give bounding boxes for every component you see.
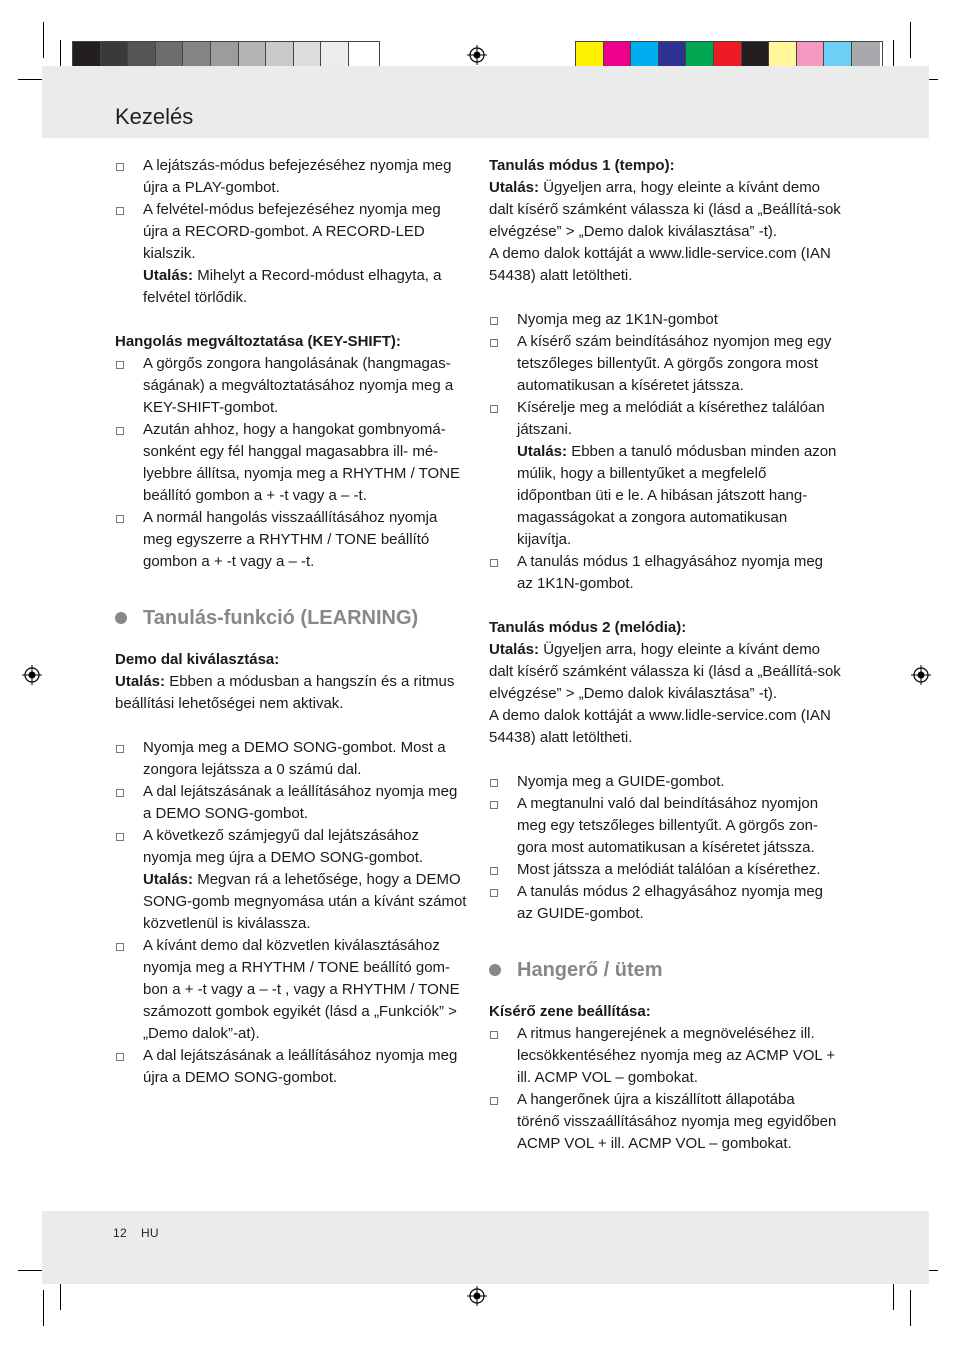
note-label: Utalás: [489, 641, 540, 658]
grayscale-swatch [294, 42, 322, 68]
list-item: A ritmus hangerejének a megnöveléséhez ill. lecsökkentéséhez nyomja meg az ACMP VOL + ill. ACMP VOL – gombokat. [489, 1023, 841, 1089]
footer-band [42, 1211, 929, 1284]
crop-mark [910, 1290, 911, 1326]
section-heading-volume: Hangerő / ütem [489, 955, 841, 985]
download-info: A demo dalok kottáját a www.lidle-service.com (IAN 54438) alatt letöltheti. [489, 707, 831, 746]
list-item: A kísérő szám beindításához nyomjon meg egy tetszőleges billentyűt. A görgős zongora most automatikusan a kíséretet játssza. [489, 331, 841, 397]
list-item: A hangerőnek újra a kiszállított állapotába törénő visszaállításához nyomja meg egyidőben ACMP VOL + ill. ACMP VOL – gombokat. [489, 1089, 841, 1155]
language-code: HU [140, 1226, 159, 1240]
note-label: Utalás: [115, 673, 166, 690]
color-swatch [686, 42, 714, 68]
list-item: Azután ahhoz, hogy a hangokat gombnyomá-sonként egy fél hanggal magasabbra ill- mé-lyebbre állítsa, nyomja meg a RHYTHM / TONE beállító gombon a + -t vagy a – -t. [115, 419, 467, 507]
list-item: A lejátszás-módus befejezéséhez nyomja meg újra a PLAY-gombot. [115, 155, 467, 199]
note-label: Utalás: [143, 267, 194, 284]
crop-mark [43, 22, 44, 58]
registration-mark-icon [22, 665, 42, 685]
note-text: Ebben a tanuló módusban minden azon múlik, hogy a billentyűket a megfelelő időpontban üti e le. A hibásan játszott hang-magasságokat a zongora automatikusan kijavítja. [517, 443, 837, 548]
color-swatch [797, 42, 825, 68]
list-item: Most játssza a melódiát találóan a kísérethez. [489, 859, 841, 881]
crop-mark [893, 40, 894, 68]
note-text: Ügyeljen arra, hogy eleinte a kívánt demo dalt kísérő számként válassza ki (lásd a „Beállítá-sok elvégzése” > „Demo dalok kiválasztása” -t). [489, 179, 841, 240]
subheading-learning-mode-2: Tanulás módus 2 (melódia): [489, 619, 687, 636]
grayscale-swatch [239, 42, 267, 68]
note [143, 265, 467, 309]
color-swatch [659, 42, 687, 68]
color-swatch [631, 42, 659, 68]
crop-mark [43, 1290, 44, 1326]
list-item-text: A felvétel-módus befejezéséhez nyomja meg újra a RECORD-gombot. A RECORD-LED kialszik. [143, 201, 441, 262]
list-item: A normál hangolás visszaállításához nyomja meg egyszerre a RHYTHM / TONE beállító gombon a + -t vagy a – -t. [115, 507, 467, 573]
page-number: 12 [113, 1226, 127, 1240]
note [115, 671, 467, 715]
note-text: Ügyeljen arra, hogy eleinte a kívánt demo dalt kísérő számként válassza ki (lásd a „Beállítá-sok elvégzése” > „Demo dalok kiválasztása” -t). [489, 641, 841, 702]
grayscale-swatch [266, 42, 294, 68]
section-heading-learning: Tanulás-funkció (LEARNING) [115, 603, 467, 633]
grayscale-swatch [183, 42, 211, 68]
note-text: Mihelyt a Record-módust elhagyta, a felvétel törlődik. [143, 267, 442, 306]
footer [113, 1226, 173, 1240]
registration-mark-icon [911, 665, 931, 685]
crop-mark [910, 22, 911, 58]
list-item [115, 825, 467, 935]
color-calibration-bar [575, 41, 883, 69]
list-item-text: Kísérelje meg a melódiát a kísérethez találóan játszani. [517, 399, 825, 438]
note [489, 177, 841, 243]
list-item: Nyomja meg a GUIDE-gombot. [489, 771, 841, 793]
list-item: A kívánt demo dal közvetlen kiválasztásához nyomja meg a RHYTHM / TONE beállító gom-bon a + -t vagy a – -t , vagy a RHYTHM / TONE számozott gombok egyikét (lásd a „Funkciók” > „Demo dalok”-at). [115, 935, 467, 1045]
list-item [115, 199, 467, 309]
subheading-accompaniment: Kísérő zene beállítása: [489, 1003, 651, 1020]
grayscale-swatch [101, 42, 129, 68]
list-item [489, 397, 841, 551]
color-swatch [742, 42, 770, 68]
registration-mark-icon [467, 1286, 487, 1306]
note [517, 441, 841, 551]
note [489, 639, 841, 705]
grayscale-swatch [349, 42, 377, 68]
note-label: Utalás: [489, 179, 540, 196]
crop-mark [60, 40, 61, 68]
note-text: Ebben a módusban a hangszín és a ritmus beállítási lehetőségei nem aktivak. [115, 673, 455, 712]
list-item: A tanulás módus 1 elhagyásához nyomja meg az 1K1N-gombot. [489, 551, 841, 595]
crop-mark [893, 1282, 894, 1310]
color-swatch [824, 42, 852, 68]
list-item: A görgős zongora hangolásának (hangmagas-ságának) a megváltoztatásához nyomja meg a KEY-SHIFT-gombot. [115, 353, 467, 419]
grayscale-swatch [321, 42, 349, 68]
page-title: Kezelés [115, 104, 194, 129]
left-column [115, 155, 467, 1089]
list-item: A dal lejátszásának a leállításához nyomja meg a DEMO SONG-gombot. [115, 781, 467, 825]
crop-mark [60, 1282, 61, 1310]
list-item: Nyomja meg a DEMO SONG-gombot. Most a zongora lejátssza a 0 számú dal. [115, 737, 467, 781]
download-info: A demo dalok kottáját a www.lidle-service.com (IAN 54438) alatt letöltheti. [489, 245, 831, 284]
list-item-text: A következő számjegyű dal lejátszásához nyomja meg újra a DEMO SONG-gombot. [143, 827, 424, 866]
list-item: A tanulás módus 2 elhagyásához nyomja meg az GUIDE-gombot. [489, 881, 841, 925]
grayscale-swatch [211, 42, 239, 68]
color-swatch [604, 42, 632, 68]
list-item: Nyomja meg az 1K1N-gombot [489, 309, 841, 331]
grayscale-swatch [128, 42, 156, 68]
list-item: A megtanulni való dal beindításához nyomjon meg egy tetszőleges billentyűt. A görgős zon-gora most automatikusan a kíséretet játssza. [489, 793, 841, 859]
note [143, 869, 467, 935]
note-text: Megvan rá a lehetősége, hogy a DEMO SONG-gomb megnyomása után a kívánt számot közvetlenül is kiválassza. [143, 871, 467, 932]
color-swatch [576, 42, 604, 68]
subheading-learning-mode-1: Tanulás módus 1 (tempo): [489, 157, 675, 174]
note-label: Utalás: [143, 871, 194, 888]
right-column [489, 155, 841, 1155]
grayscale-swatch [156, 42, 184, 68]
subheading-key-shift: Hangolás megváltoztatása (KEY-SHIFT): [115, 333, 401, 350]
grayscale-calibration-bar [72, 41, 380, 69]
color-swatch [769, 42, 797, 68]
registration-mark-icon [467, 45, 487, 65]
color-swatch [714, 42, 742, 68]
note-label: Utalás: [517, 443, 568, 460]
list-item: A dal lejátszásának a leállításához nyomja meg újra a DEMO SONG-gombot. [115, 1045, 467, 1089]
subheading-demo-song: Demo dal kiválasztása: [115, 651, 280, 668]
grayscale-swatch [73, 42, 101, 68]
color-swatch [852, 42, 880, 68]
